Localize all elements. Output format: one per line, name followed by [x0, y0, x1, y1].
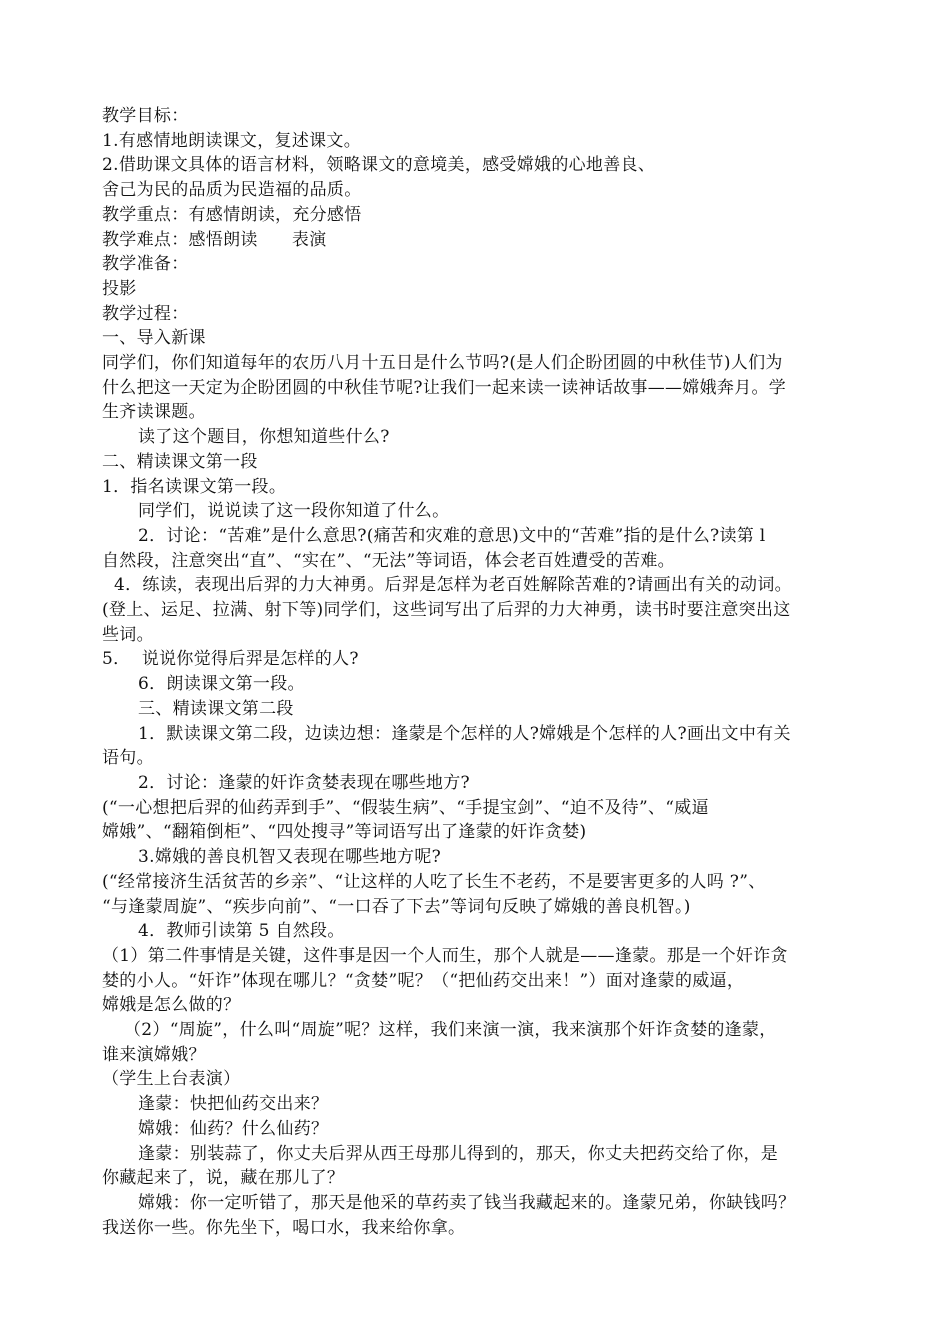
paragraph-line: （2）“周旋”，什么叫“周旋”呢？这样，我们来演一演，我来演那个奸诈贪婪的逢蒙，	[124, 1020, 777, 1041]
paragraph-line: 自然段，注意突出“直”、“实在”、“无法”等词语，体会老百姓遭受的苦难。	[102, 550, 675, 571]
dialogue-line: 我送你一些。你先坐下，喝口水，我来给你拿。	[102, 1217, 466, 1238]
objective-1: 1.有感情地朗读课文，复述课文。	[102, 130, 362, 151]
list-item: 2．讨论：逢蒙的奸诈贪婪表现在哪些地方?	[138, 772, 470, 793]
section-1-heading: 一、导入新课	[102, 328, 206, 349]
objective-2-cont: 舍己为民的品质为民造福的品质。	[102, 180, 362, 201]
section-2-heading: 二、精读课文第一段	[102, 451, 258, 472]
heading-process: 教学过程：	[102, 303, 189, 324]
paragraph-line: (“经常接济生活贫苦的乡亲”、“让这样的人吃了长生不老药，不是要害更多的人吗 ?”、	[102, 871, 766, 892]
paragraph-line: (“一心想把后羿的仙药弄到手”、“假装生病”、“手提宝剑”、“迫不及待”、“威逼	[102, 797, 709, 818]
paragraph-line: 些词。	[102, 624, 154, 645]
difficulties: 教学难点：感悟朗读 表演	[102, 229, 327, 250]
list-item: 3.嫦娥的善良机智又表现在哪些地方呢?	[138, 847, 442, 868]
list-item: 5． 说说你觉得后羿是怎样的人?	[102, 649, 359, 670]
paragraph-line: 读了这个题目，你想知道些什么?	[138, 427, 390, 448]
paragraph-line: 同学们，说说读了这一段你知道了什么。	[138, 501, 450, 522]
list-item: 1．默读课文第二段，边读边想：逢蒙是个怎样的人?嫦娥是个怎样的人?画出文中有关	[138, 723, 791, 744]
list-item: 2．讨论：“苦难”是什么意思?(痛苦和灾难的意思)文中的“苦难”指的是什么?读第 l	[138, 525, 766, 546]
paragraph-line: 生齐读课题。	[102, 402, 206, 423]
document-page	[102, 104, 868, 1240]
paragraph-line: 语句。	[102, 748, 154, 769]
preparation-item: 投影	[102, 278, 137, 299]
list-item: 4．练读，表现出后羿的力大神勇。后羿是怎样为老百姓解除苦难的?请画出有关的动词。	[114, 575, 792, 596]
paragraph-line: 同学们，你们知道每年的农历八月十五日是什么节吗?(是人们企盼团圆的中秋佳节)人们为	[102, 353, 783, 374]
key-points: 教学重点：有感情朗读，充分感悟	[102, 204, 362, 225]
section-3-heading: 三、精读课文第二段	[138, 698, 294, 719]
dialogue-line: 嫦娥：你一定听错了，那天是他采的草药卖了钱当我藏起来的。逢蒙兄弟，你缺钱吗？	[138, 1192, 796, 1213]
heading-preparation: 教学准备：	[102, 254, 189, 275]
paragraph-line: 嫦娥”、“翻箱倒柜”、“四处搜寻”等词语写出了逢蒙的奸诈贪婪)	[102, 822, 587, 843]
list-item: 1．指名读课文第一段。	[102, 476, 287, 497]
paragraph-line: （1）第二件事情是关键，这件事是因一个人而生，那个人就是——逢蒙。那是一个奸诈贪	[102, 945, 788, 966]
dialogue-line: 你藏起来了，说，藏在那儿了？	[102, 1168, 345, 1189]
heading-objectives: 教学目标：	[102, 106, 189, 126]
dialogue-line: 逢蒙：快把仙药交出来？	[138, 1094, 329, 1115]
objective-2: 2.借助课文具体的语言材料，领略课文的意境美，感受嫦娥的心地善良、	[102, 155, 656, 176]
paragraph-line: 嫦娥是怎么做的？	[102, 995, 241, 1016]
paragraph-line: (登上、运足、拉满、射下等)同学们，这些词写出了后羿的力大神勇，读书时要注意突出这	[102, 600, 791, 621]
stage-direction: （学生上台表演）	[102, 1069, 241, 1090]
paragraph-line: 谁来演嫦娥？	[102, 1044, 206, 1065]
paragraph-line: 什么把这一天定为企盼团圆的中秋佳节呢?让我们一起来读一读神话故事——嫦娥奔月。学	[102, 377, 787, 398]
dialogue-line: 逢蒙：别装蒜了，你丈夫后羿从西王母那儿得到的，那天，你丈夫把药交给了你，是	[138, 1143, 779, 1164]
list-item: 6．朗读课文第一段。	[138, 674, 305, 695]
paragraph-line: 婪的小人。“奸诈”体现在哪儿？“贪婪”呢？（“把仙药交出来！”）面对逢蒙的威逼，	[102, 970, 745, 991]
dialogue-line: 嫦娥：仙药？什么仙药？	[138, 1118, 329, 1139]
list-item: 4．教师引读第 5 自然段。	[138, 921, 345, 942]
paragraph-line: “与逢蒙周旋”、“疾步向前”、“一口吞了下去”等词句反映了嫦娥的善良机智。)	[102, 896, 691, 917]
